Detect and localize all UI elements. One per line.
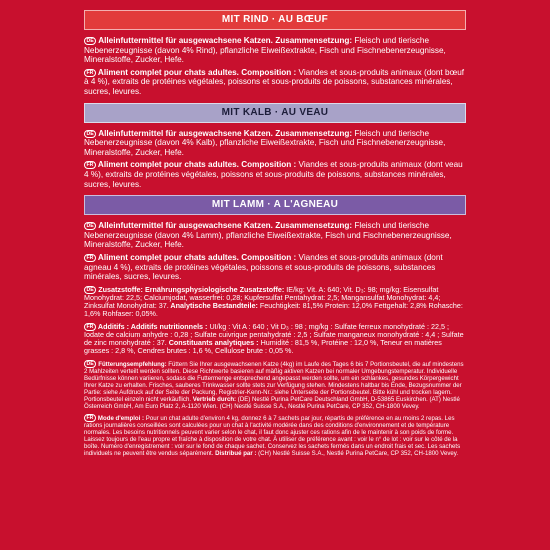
language-code-badge: DE <box>84 130 96 138</box>
fr-heading: Aliment complet pour chats adultes. Composition : <box>97 160 297 170</box>
section-band-lamm: MIT LAMM · A L'AGNEAU <box>84 195 466 215</box>
fr-composition <box>84 160 466 189</box>
de-composition <box>84 36 466 65</box>
language-code-badge: DE <box>84 360 96 368</box>
section-lamm <box>84 221 466 457</box>
language-code-badge: DE <box>84 37 96 45</box>
section-band-rind: MIT RIND · AU BŒUF <box>84 10 466 30</box>
de-feeding <box>84 360 466 410</box>
de-heading: Alleinfuttermittel für ausgewachsene Katzen. Zusammensetzung: <box>98 221 353 231</box>
de-feeding-heading: Fütterungsempfehlung: <box>98 360 167 368</box>
fr-feeding-text: Pour un chat adulte d'environ 4 kg, donnez 6 à 7 sachets par jour, répartis de préférence en au moins 2 repas. Les rations journalières conseillées sont calculées pour un chat à l'activité modérée dans des conditions d'environnement et de température normales. Les besoins nutritionnels peuvent varier selon le chat, il faut donc ajuster ces rations afin de le maintenir à son poids de forme. Laissez toujours de l'eau propre et fraîche à disposition de votre chat. À utiliser de préférence avant : voir le n° de lot : voir sur le côté de la boîte. Numéro d'enregistrement : voir sur le fond de chaque sachet. Conservez les sachets fermés dans un endroit frais et sec. Les sachets individuels ne peuvent être vendus séparément. <box>84 415 461 458</box>
language-code-badge: FR <box>84 323 96 331</box>
section-rind <box>84 36 466 97</box>
language-code-badge: FR <box>84 69 96 77</box>
fr-additives <box>84 323 466 356</box>
de-analytics-text: Feuchtigkeit: 81,5% Protein: 12,0% Fettgehalt: 2,8% Rohasche: 1,6% Rohfaser: 0,05%. <box>84 301 463 319</box>
fr-distributor-heading: Distribué par : <box>213 450 257 458</box>
fr-text: Viandes et sous-produits animaux (dont agneau 4 %), extraits de protéines végétales, poissons et sous-produits de poissons, substances minérales, sucres, levures. <box>84 252 443 282</box>
fr-heading: Aliment complet pour chats adultes. Composition : <box>97 67 297 77</box>
de-composition <box>84 129 466 158</box>
de-distributor-heading: Vertrieb durch: <box>191 395 237 403</box>
fr-text: Viandes et sous-produits animaux (dont bœuf à 4 %), extraits de protéines végétales, poissons et sous-produits de poissons, substances minérales, sucres, levures. <box>84 67 465 96</box>
de-analytics-heading: Analytische Bestandteile: <box>168 301 258 311</box>
fr-distributor-text: (CH) Nestlé Suisse S.A., Nestlé Purina PetCare, CP 352, CH-1800 Vevey. <box>256 450 459 458</box>
fr-analytics-heading: Constituants analytiques : <box>166 338 259 348</box>
fr-heading: Aliment complet pour chats adultes. Composition : <box>97 252 297 262</box>
fr-feeding <box>84 414 466 457</box>
de-text: Fleisch und tierische Nebenerzeugnisse (davon 4% Rind), pflanzliche Eiweißextrakte, Fisch und Fischnebenerzeugnisse, Mineralstoffe, Zucker, Hefe. <box>84 36 446 65</box>
section-kalb <box>84 129 466 190</box>
fr-additives-text: UI/kg : Vit A : 640 ; Vit D₃ : 98 ; mg/kg : Sulfate ferreux monohydraté : 22,5 ; Iodate de calcium anhydre : 0,28 ; Sulfate cuivrique pentahydraté : 2,5 ; Sulfate manganeux monohydraté : 4,4 ; Sulfate de zinc monohydraté : 37. <box>84 321 464 348</box>
section-band-kalb: MIT KALB · AU VEAU <box>84 103 466 123</box>
language-code-badge: FR <box>84 254 96 262</box>
de-additives <box>84 286 466 319</box>
fr-feeding-heading: Mode d'emploi : <box>97 415 145 423</box>
language-code-badge: FR <box>84 414 96 422</box>
fr-composition <box>84 253 466 282</box>
de-heading: Alleinfuttermittel für ausgewachsene Katzen. Zusammensetzung: <box>98 128 353 138</box>
fr-additives-heading: Additifs : Additifs nutritionnels : <box>97 321 208 331</box>
de-feeding-text: Füttern Sie Ihrer ausgewachsenen Katze (4kg) im Laufe des Tages 6 bis 7 Portionsbeutel, die auf mindestens 2 Mahlzeiten verteilt werden sollten. Diese Richtwerte basieren auf mäßig aktiven Katzen bei normaler Umgebungstemperatur. Individuelle Bedürfnisse können variieren, sodass die Futtermenge entsprechend angepasst werden sollte, um ein schlankes, gesundes Körpergewicht Ihrer Katze zu erhalten. Frisches, sauberes Trinkwasser sollte stets zur Verfügung stehen. Mindestens haltbar bis Ende, Bezugsnummer der Partie: siehe Aufdruck auf der Seite der Packung, Registrier-Kenn-Nr.: siehe Unterseite der Portionsbeutel. Bitte kühl und trocken lagern. Portionsbeutel einzeln nicht verkäuflich. <box>84 360 464 403</box>
de-heading: Alleinfuttermittel für ausgewachsene Katzen. Zusammensetzung: <box>98 36 353 45</box>
fr-composition <box>84 68 466 97</box>
de-text: Fleisch und tierische Nebenerzeugnisse (davon 4% Kalb), pflanzliche Eiweißextrakte, Fisch und Fischnebenerzeugnisse, Mineralstoffe, Zucker, Hefe. <box>84 128 446 157</box>
de-additives-heading: Zusatzstoffe: Ernährungsphysiologische Zusatzstoffe: <box>98 284 285 294</box>
language-code-badge: DE <box>84 222 96 230</box>
language-code-badge: FR <box>84 161 96 169</box>
language-code-badge: DE <box>84 286 96 294</box>
de-distributor-text: (DE) Nestlé Purina PetCare Deutschland GmbH, D-53865 Euskirchen. (AT) Nestlé Österreich GmbH, Am Euro Platz 2, A-1120 Wien. (CH) Nestlé Suisse S.A., Nestlé Purina PetCare, CP 352, CH-1800 Vevey. <box>84 395 460 410</box>
fr-analytics-text: Humidité : 81,5 %, Protéine : 12,0 %, Teneur en matières grasses : 2,8 %, Cendres brutes : 1,6 %, Cellulose brute : 0,05 %. <box>84 338 442 356</box>
de-additives-text: IE/kg: Vit. A: 640; Vit. D₃: 98; mg/kg: Eisensulfat Monohydrat: 22,5; Calciumjodat, wasserfrei: 0,28; Kupfersulfat Pentahydrat: 2,5; Mangansulfat Monohydrat: 4,4; Zinksulfat Monohydrat: 37. <box>84 284 441 311</box>
fr-text: Viandes et sous-produits animaux (dont veau 4 %), extraits de protéines végétales, poissons et sous-produits de poissons, substances minérales, sucres, levures. <box>84 160 463 189</box>
de-composition <box>84 221 466 250</box>
de-text: Fleisch und tierische Nebenerzeugnisse (davon 4% Lamm), pflanzliche Eiweißextrakte, Fisch und Fischnebenerzeugnisse, Mineralstoffe, Zucker, Hefe. <box>84 221 452 250</box>
